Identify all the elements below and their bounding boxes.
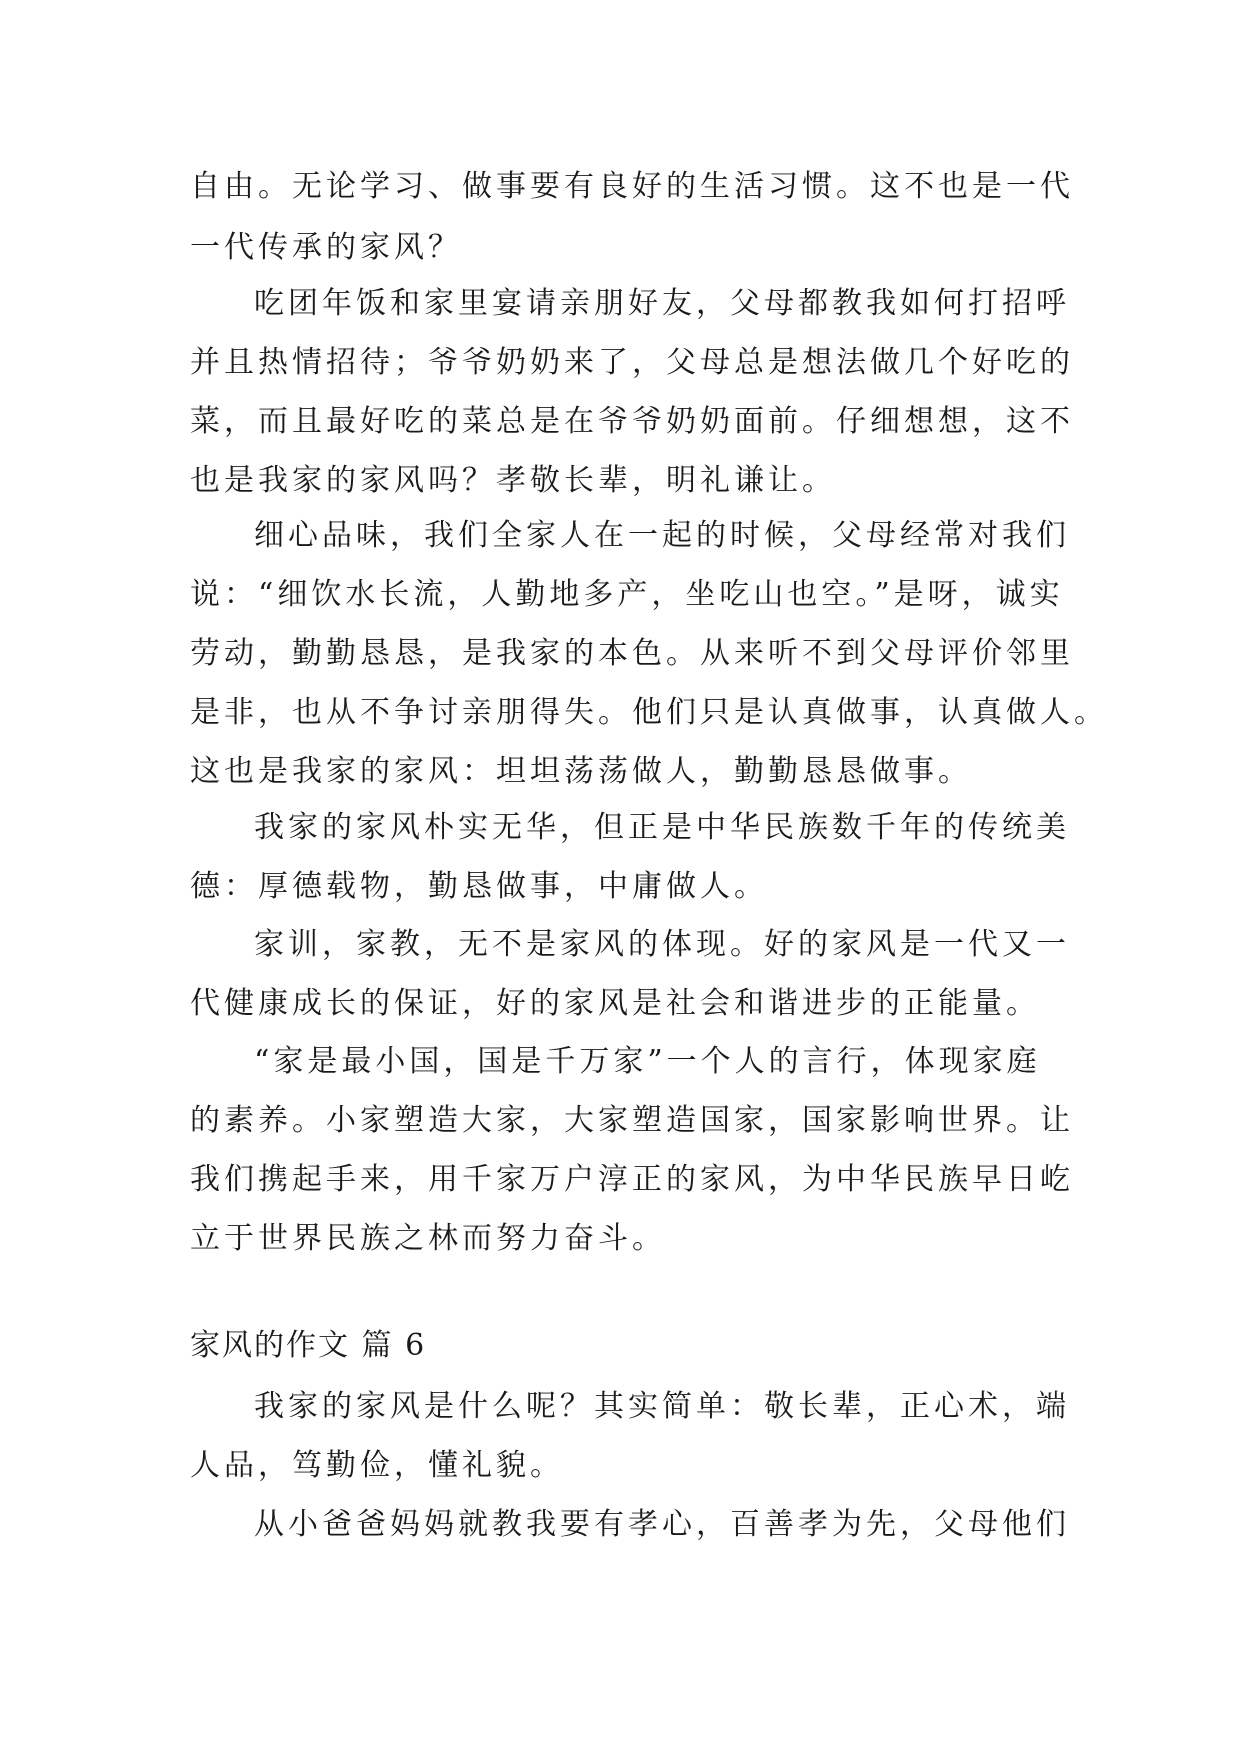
section-heading: 家风的作文 篇 6	[190, 1328, 427, 1363]
text-line: 人品，笃勤俭，懂礼貌。	[190, 1448, 564, 1483]
paragraph-start-line: 从小爸爸妈妈就教我要有孝心，百善孝为先，父母他们	[254, 1507, 1070, 1542]
paragraph-start-line: 吃团年饭和家里宴请亲朋好友，父母都教我如何打招呼	[254, 286, 1070, 321]
text-line: 代健康成长的保证，好的家风是社会和谐进步的正能量。	[190, 986, 1040, 1021]
text-line: 自由。无论学习、做事要有良好的生活习惯。这不也是一代	[190, 169, 1074, 204]
text-line: 是非，也从不争讨亲朋得失。他们只是认真做事，认真做人。	[190, 695, 1108, 730]
text-line: 我们携起手来，用千家万户淳正的家风，为中华民族早日屹	[190, 1162, 1074, 1197]
text-line: 的素养。小家塑造大家，大家塑造国家，国家影响世界。让	[190, 1103, 1074, 1138]
text-line: 菜，而且最好吃的菜总是在爷爷奶奶面前。仔细想想，这不	[190, 404, 1074, 439]
text-line: 并且热情招待；爷爷奶奶来了，父母总是想法做几个好吃的	[190, 345, 1074, 380]
text-line: 也是我家的家风吗？孝敬长辈，明礼谦让。	[190, 463, 836, 498]
paragraph-start-line: 家训，家教，无不是家风的体现。好的家风是一代又一	[254, 927, 1070, 962]
paragraph-start-line: 我家的家风朴实无华，但正是中华民族数千年的传统美	[254, 810, 1070, 845]
paragraph-start-line: 细心品味，我们全家人在一起的时候，父母经常对我们	[254, 518, 1070, 553]
text-line: 德：厚德载物，勤恳做事，中庸做人。	[190, 869, 768, 904]
paragraph-start-line: 我家的家风是什么呢？其实简单：敬长辈，正心术，端	[254, 1389, 1070, 1424]
text-line: 劳动，勤勤恳恳，是我家的本色。从来听不到父母评价邻里	[190, 636, 1074, 671]
text-line: 说：“细饮水长流，人勤地多产，坐吃山也空。”是呀，诚实	[190, 577, 1064, 612]
text-line: 这也是我家的家风：坦坦荡荡做人，勤勤恳恳做事。	[190, 754, 972, 789]
text-line: 一代传承的家风？	[190, 230, 462, 265]
text-line: 立于世界民族之林而努力奋斗。	[190, 1221, 666, 1256]
paragraph-start-line: “家是最小国，国是千万家”一个人的言行，体现家庭	[254, 1044, 1041, 1079]
essay-body	[190, 0, 1108, 1754]
